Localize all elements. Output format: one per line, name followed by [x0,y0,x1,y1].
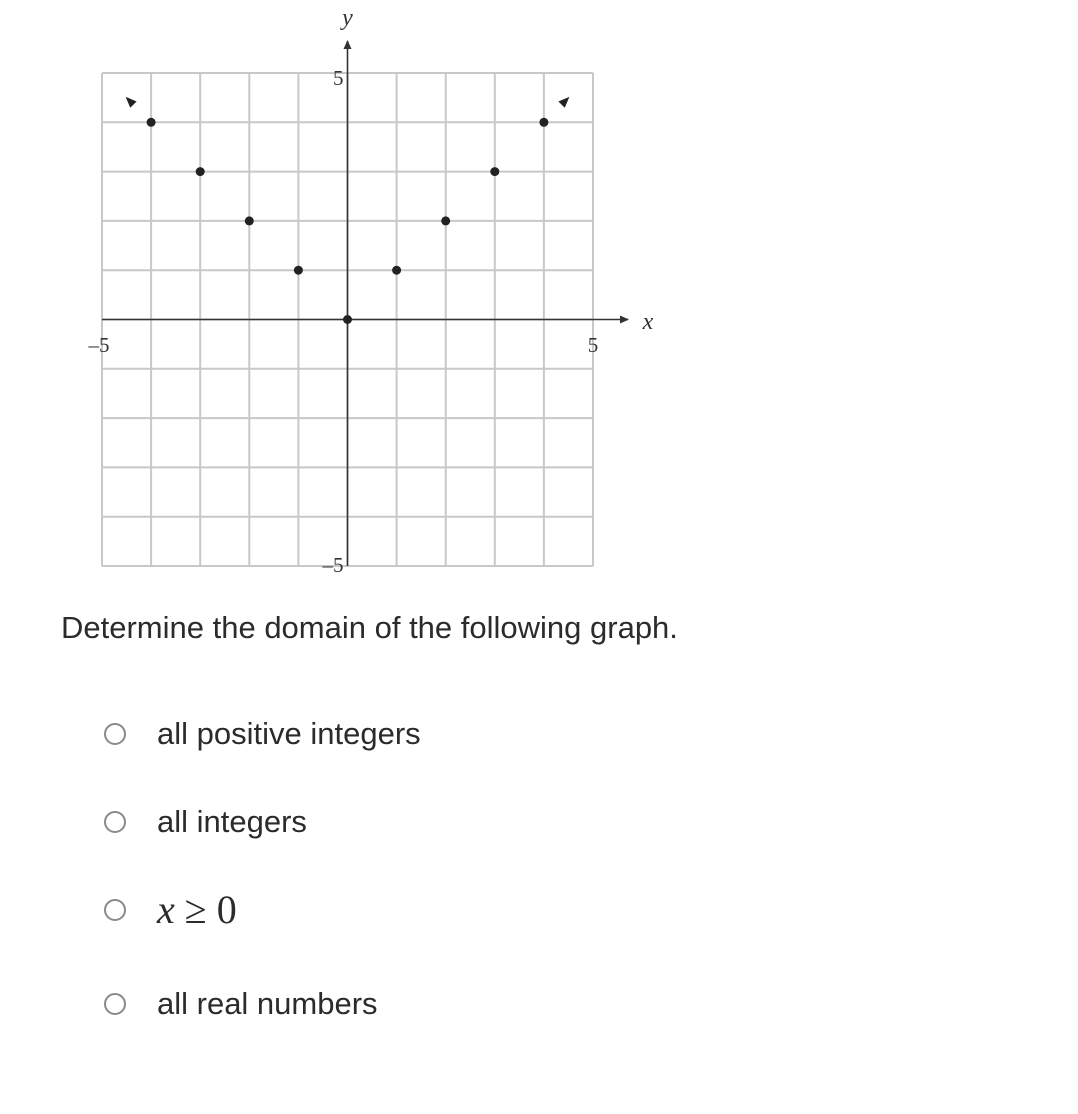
option-all-real-numbers[interactable] [104,986,378,1022]
data-point [490,167,499,176]
coordinate-graph [0,0,700,590]
option-label [157,886,237,933]
option-label: all real numbers [157,986,378,1021]
data-point [196,167,205,176]
option-label: all positive integers [157,716,421,751]
x-tick-label-max: 5 [587,333,599,357]
x-tick-label-min: –5 [88,333,110,357]
y-tick-label-min: –5 [322,553,344,577]
arrow-upper-left [126,97,137,108]
radio-button[interactable] [104,899,126,921]
y-axis-label: y [342,5,353,31]
data-point [392,266,401,275]
option-all-positive-integers[interactable] [104,716,421,752]
data-point [441,216,450,225]
data-point [539,118,548,127]
x-axis-label: x [642,309,654,335]
radio-button[interactable] [104,723,126,745]
y-tick-label-max: 5 [333,66,344,90]
axis-labels [88,5,654,577]
graph-svg [0,0,700,590]
arrow-upper-right [558,97,569,108]
radio-button[interactable] [104,993,126,1015]
math-variable: x [157,887,175,932]
option-x-greater-equal-zero[interactable] [104,886,237,933]
data-point [294,266,303,275]
data-point [147,118,156,127]
axes [102,41,628,566]
question-text: Determine the domain of the following graph. [61,610,678,645]
data-point [343,315,352,324]
option-label: all integers [157,804,307,839]
option-all-integers[interactable] [104,804,307,840]
radio-button[interactable] [104,811,126,833]
data-point [245,216,254,225]
math-number: 0 [216,887,237,932]
math-operator: ≥ [184,887,207,932]
